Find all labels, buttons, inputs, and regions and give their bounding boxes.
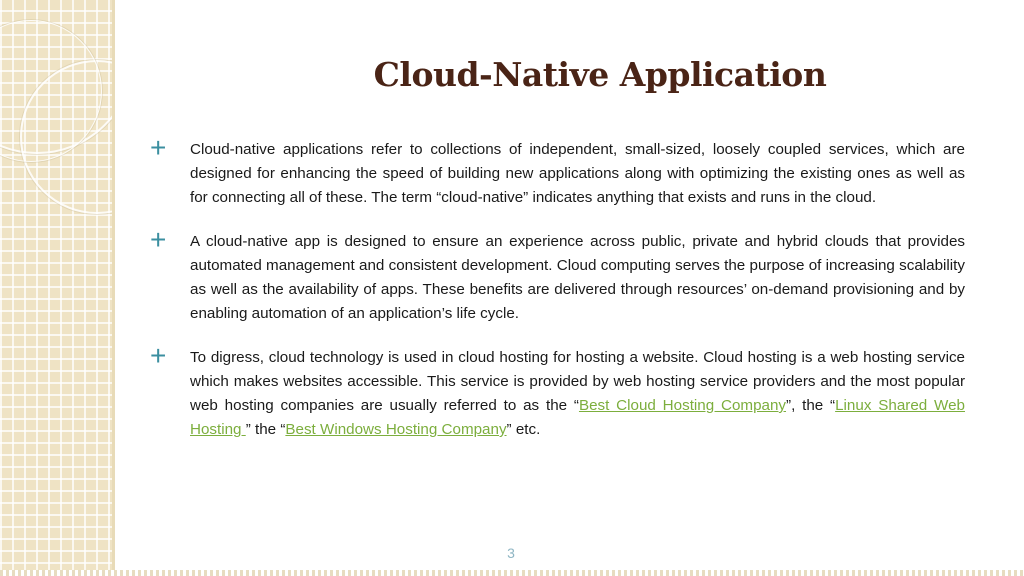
bullet-text: A cloud-native app is designed to ensure an experience across public, private and hybrid clouds that provides automated management and consistent development. Cloud computing serves the purpose of increasing scalability as well as the availability of apps. These benefits are delivered through resources’ on-demand provisioning and by enabling automation of an application’s life cycle. [190, 233, 965, 322]
windows-hosting-link[interactable]: Best Windows Hosting Company [285, 421, 507, 438]
bullet-text: Cloud-native applications refer to collections of independent, small-sized, loosely coupled services, which are designed for enhancing the speed of building new applications along with optimizing the existing ones as well as for connecting all of these. The term “cloud-native” indicates anything that exists and runs in the cloud. [190, 141, 965, 206]
slide-content [150, 132, 965, 462]
bottom-decorative-strip [0, 570, 1024, 576]
bullet-item [150, 340, 965, 442]
linux-shared-hosting-link[interactable]: Linux Shared Web Hosting [190, 397, 965, 438]
page-number: 3 [507, 545, 515, 561]
bullet-item [150, 224, 965, 326]
bullet-text-segment: ”, the “ [786, 397, 836, 414]
slide-title: Cloud-Native Application [373, 55, 827, 94]
bullet-text-segment: To digress, cloud technology is used in cloud hosting for hosting a website. Cloud hosting is a web hosting service which makes websites accessible. This service is provided by web hosting service providers and the most popular web hosting companies are usually referred to as the “ [190, 349, 965, 414]
best-cloud-hosting-link[interactable]: Best Cloud Hosting Company [578, 397, 787, 414]
bullet-text-segment: ” the “ [245, 421, 286, 438]
plus-bullet-icon: + [150, 132, 167, 163]
plus-bullet-icon: + [150, 340, 167, 371]
bullet-text [190, 346, 965, 442]
bullet-item [150, 132, 965, 210]
bullet-text-segment: ” etc. [506, 421, 541, 438]
decorative-sidebar [0, 0, 112, 576]
plus-bullet-icon: + [150, 224, 167, 255]
sidebar-edge [112, 0, 115, 576]
